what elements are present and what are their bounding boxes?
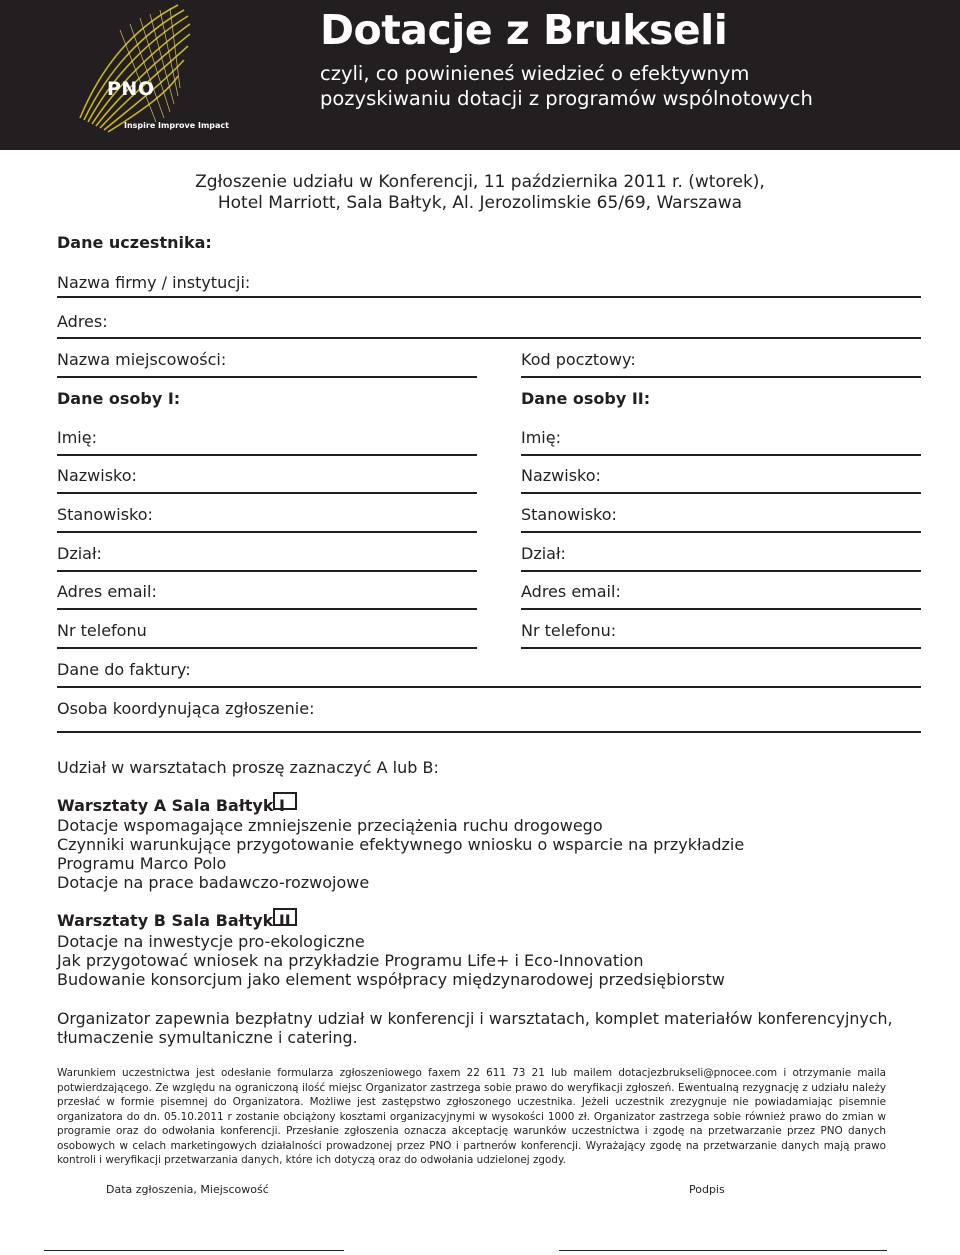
signature-line[interactable]: [559, 1250, 887, 1251]
person2-title: Dane osoby II:: [521, 389, 651, 408]
city-label: Nazwa miejscowości:: [57, 350, 227, 369]
intro-line-1: Zgłoszenie udziału w Konferencji, 11 października 2011 r. (wtorek),: [195, 172, 765, 192]
page-subtitle: [320, 61, 813, 111]
person2-position-label: Stanowisko:: [521, 505, 617, 524]
workshops-instruction: Udział w warsztatach proszę zaznaczyć A lub B:: [57, 758, 439, 777]
subtitle-line-1: czyli, co powinieneś wiedzieć o efektywnym: [320, 62, 750, 85]
conference-intro: [190, 172, 770, 214]
workshop-b-item: Dotacje na inwestycje pro-ekologiczne: [57, 932, 365, 951]
company-field-line[interactable]: [57, 296, 921, 298]
person2-department-label: Dział:: [521, 544, 566, 563]
person1-firstname-line[interactable]: [57, 454, 477, 456]
workshop-b-list: [57, 932, 725, 989]
page-title: Dotacje z Brukseli: [320, 6, 728, 54]
city-field-line[interactable]: [57, 376, 477, 378]
person1-lastname-line[interactable]: [57, 492, 477, 494]
invoice-label: Dane do faktury:: [57, 660, 191, 679]
coordinator-field-line[interactable]: [57, 731, 921, 733]
workshop-a-item: Dotacje na prace badawczo-rozwojowe: [57, 873, 370, 892]
workshop-a-item: Programu Marco Polo: [57, 854, 227, 873]
person1-email-line[interactable]: [57, 608, 477, 610]
company-label: Nazwa firmy / instytucji:: [57, 273, 251, 292]
person1-title: Dane osoby I:: [57, 389, 181, 408]
person1-position-label: Stanowisko:: [57, 505, 153, 524]
workshop-b-item: Budowanie konsorcjum jako element współpracy międzynarodowej przedsiębiorstw: [57, 970, 725, 989]
invoice-field-line[interactable]: [57, 686, 921, 688]
address-label: Adres:: [57, 312, 108, 331]
person2-lastname-label: Nazwisko:: [521, 466, 601, 485]
person1-lastname-label: Nazwisko:: [57, 466, 137, 485]
person1-phone-line[interactable]: [57, 647, 477, 649]
person2-lastname-line[interactable]: [521, 492, 921, 494]
workshop-a-title: Warsztaty A Sala Bałtyk I: [57, 796, 285, 815]
intro-line-2: Hotel Marriott, Sala Bałtyk, Al. Jerozolimskie 65/69, Warszawa: [217, 193, 743, 213]
organizer-note: [57, 1009, 892, 1047]
date-place-label: Data zgłoszenia, Miejscowość: [106, 1183, 269, 1196]
organizer-line-1: Organizator zapewnia bezpłatny udział w konferencji i warsztatach, komplet materiałów konferencyjnych,: [57, 1009, 893, 1028]
signature-label: Podpis: [689, 1183, 725, 1196]
person2-department-line[interactable]: [521, 570, 921, 572]
person2-email-label: Adres email:: [521, 582, 621, 601]
person2-phone-line[interactable]: [521, 647, 921, 649]
address-field-line[interactable]: [57, 337, 921, 339]
workshop-b-title: Warsztaty B Sala Bałtyk II: [57, 911, 291, 930]
workshop-a-checkbox[interactable]: [273, 792, 297, 810]
terms-fine-print: Warunkiem uczestnictwa jest odesłanie formularza zgłoszeniowego faxem 22 611 73 21 lub mailem dotacjezbrukseli@pnocee.com i otrzymanie maila potwierdzającego. Ze względu na ograniczoną ilość miejsc Organizator zastrzega sobie prawo do weryfikacji zgłoszeń. Ewentualną rezygnację z udziału należy przesłać w formie pisemnej do Organizatora. Możliwe jest zastępstwo zgłoszonego uczestnika. Jeżeli uczestnik zrezygnuje nie powiadamiając pisemnie organizatora do dn. 05.10.2011 r zostanie obciążony kosztami organizacyjnymi w wysokości 1000 zł. Organizator zastrzega sobie również prawo do zmian w programie oraz do odwołania konferencji. Przesłanie zgłoszenia oznacza akceptację warunków uczestnictwa i zgodę na przetwarzanie przez PNO danych osobowych w celach marketingowych działalności prowadzonej przez PNO i partnerów konferencji. Wyrażający zgodę na przetwarzanie danych mają prawo kontroli i weryfikacji przetwarzania danych, które ich dotyczą oraz do odwołania udzielonej zgody.: [57, 1067, 886, 1166]
logo-text: PNO: [107, 78, 155, 100]
person2-phone-label: Nr telefonu:: [521, 621, 617, 640]
person1-department-line[interactable]: [57, 570, 477, 572]
workshop-a-list: [57, 816, 744, 892]
person2-firstname-line[interactable]: [521, 454, 921, 456]
person2-position-line[interactable]: [521, 531, 921, 533]
subtitle-line-2: pozyskiwaniu dotacji z programów wspólnotowych: [320, 87, 813, 110]
workshop-b-item: Jak przygotować wniosek na przykładzie Programu Life+ i Eco-Innovation: [57, 951, 644, 970]
person1-department-label: Dział:: [57, 544, 102, 563]
tagline: Inspire Improve Impact: [124, 121, 229, 130]
person1-position-line[interactable]: [57, 531, 477, 533]
date-place-line[interactable]: [44, 1250, 344, 1251]
workshop-a-item: Dotacje wspomagające zmniejszenie przeciążenia ruchu drogowego: [57, 816, 603, 835]
person1-email-label: Adres email:: [57, 582, 157, 601]
person2-firstname-label: Imię:: [521, 428, 561, 447]
postcode-field-line[interactable]: [521, 376, 921, 378]
person2-email-line[interactable]: [521, 608, 921, 610]
pno-logo-graphic: [60, 0, 230, 140]
section-title-participant: Dane uczestnika:: [57, 233, 212, 252]
person1-phone-label: Nr telefonu: [57, 621, 147, 640]
workshop-b-checkbox[interactable]: [273, 908, 297, 926]
header-banner: [0, 0, 960, 150]
person1-firstname-label: Imię:: [57, 428, 97, 447]
coordinator-label: Osoba koordynująca zgłoszenie:: [57, 699, 315, 718]
workshop-a-item: Czynniki warunkujące przygotowanie efektywnego wniosku o wsparcie na przykładzie: [57, 835, 745, 854]
postcode-label: Kod pocztowy:: [521, 350, 636, 369]
organizer-line-2: tłumaczenie symultaniczne i catering.: [57, 1028, 358, 1047]
